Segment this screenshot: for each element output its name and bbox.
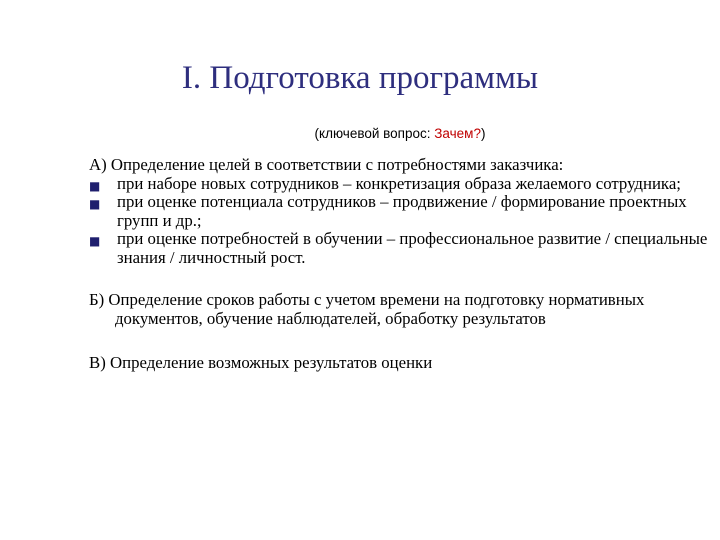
section-a-bullets <box>89 175 711 268</box>
section-a-heading: А) Определение целей в соответствии с потребностями заказчика: <box>89 155 564 174</box>
square-bullet-icon: ■ <box>89 197 101 211</box>
list-item-text: при оценке потребностей в обучении – профессиональное развитие / специальные знания / личностный рост. <box>117 229 708 267</box>
slide-title: I. Подготовка программы <box>181 60 539 96</box>
subtitle-accent: Зачем? <box>434 126 481 141</box>
section-c-heading: В) Определение возможных результатов оценки <box>89 353 433 372</box>
list-item <box>89 193 711 230</box>
list-item <box>89 230 711 267</box>
list-item <box>89 175 711 194</box>
square-bullet-icon: ■ <box>89 234 101 248</box>
subtitle-suffix: ) <box>480 126 486 141</box>
section-b-heading: Б) Определение сроков работы с учетом времени на подготовку нормативных документов, обучение наблюдателей, обработку результатов <box>89 290 645 328</box>
subtitle-prefix: (ключевой вопрос: <box>314 126 435 141</box>
list-item-text: при наборе новых сотрудников – конкретизация образа желаемого сотрудника; <box>117 173 681 193</box>
list-item-text: при оценке потенциала сотрудников – продвижение / формирование проектных групп и др.; <box>117 192 687 230</box>
slide-content <box>89 156 711 373</box>
slide-subtitle <box>0 125 720 143</box>
square-bullet-icon: ■ <box>89 178 101 193</box>
